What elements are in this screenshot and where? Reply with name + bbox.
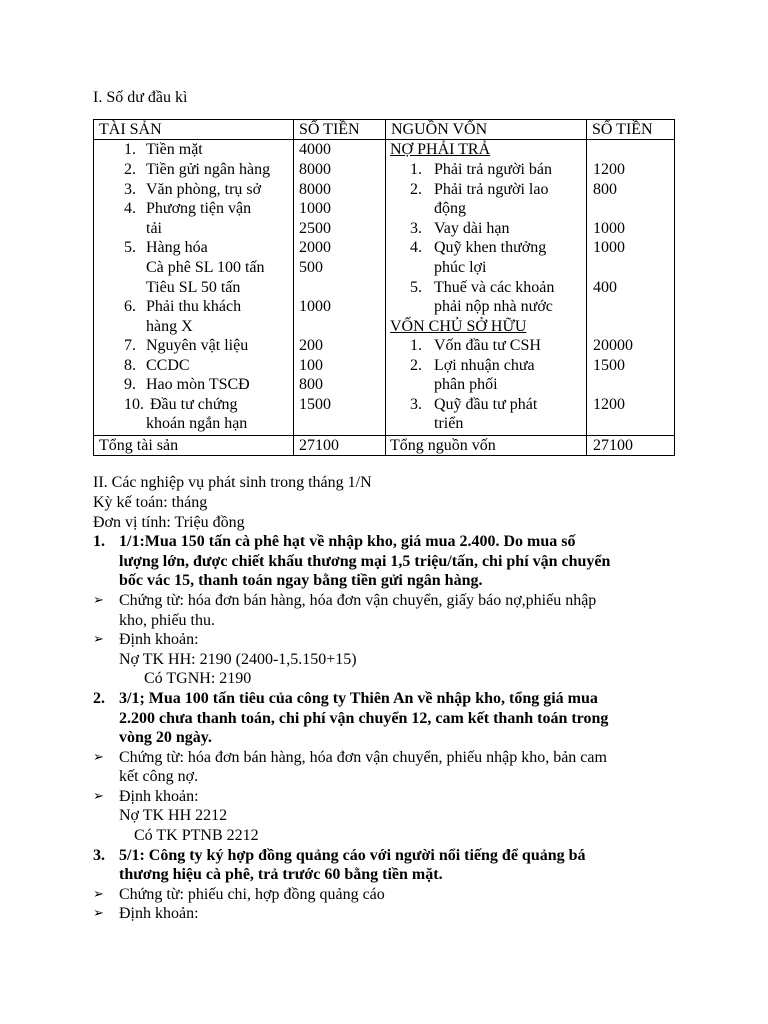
liability-num: 1. [410,161,422,178]
transaction-desc: lượng lớn, được chiết khấu thương mại 1,5 triệu/tấn, chi phí vận chuyển [119,553,611,570]
asset-num: 10. [124,396,144,413]
liability-label: động [434,200,466,217]
credit-entry: Có TGNH: 2190 [144,670,252,687]
liability-num: 3. [410,220,422,237]
transaction-desc: bốc vác 15, thanh toán ngay bằng tiền gửi ngân hàng. [119,572,483,589]
transaction-docs: Chứng từ: hóa đơn bán hàng, hóa đơn vận chuyển, giấy báo nợ,phiếu nhập [119,592,597,609]
asset-num: 1. [124,141,136,158]
arrow-bullet-icon: ➢ [93,632,104,647]
asset-num: 6. [124,298,136,315]
liability-label: Phải trả người lao [434,181,549,198]
total-assets-amount: 27100 [299,437,339,454]
transaction-docs: Chứng từ: hóa đơn bán hàng, hóa đơn vận chuyển, phiếu nhập kho, bản cam [119,749,607,766]
equity-amount: 20000 [593,337,633,354]
equity-label: Quỹ đầu tư phát [434,396,538,413]
equity-label: Vốn đầu tư CSH [434,337,541,354]
liability-label: phúc lợi [434,259,487,276]
asset-label: hàng X [146,318,193,335]
table-header-row [94,120,675,140]
liability-label: Thuế và các khoản [434,279,555,296]
total-assets-label: Tổng tài sản [99,437,179,454]
asset-label: Cà phê SL 100 tấn [146,259,265,276]
entry-label: Định khoản: [119,631,199,648]
liabilities-heading: NỢ PHẢI TRẢ [390,141,491,158]
equity-amount: 1500 [593,357,625,374]
transaction-docs: kết công nợ. [119,768,199,785]
liability-label: Quỹ khen thưởng [434,239,547,256]
asset-num: 8. [124,357,136,374]
accounting-period: Kỳ kế toán: tháng [93,494,208,511]
liability-label: phải nộp nhà nước [434,298,553,315]
equity-label: phân phối [434,376,498,393]
asset-num: 4. [124,200,136,217]
asset-amount: 4000 [299,141,331,158]
asset-amount: 200 [299,337,323,354]
equity-num: 2. [410,357,422,374]
arrow-bullet-icon: ➢ [93,593,104,608]
transaction-num: 2. [93,690,105,707]
entry-label: Định khoản: [119,905,199,922]
asset-amount: 1000 [299,298,331,315]
liability-label: Vay dài hạn [434,220,510,237]
asset-amount: 1000 [299,200,331,217]
liability-num: 2. [410,181,422,198]
transaction-num: 1. [93,533,105,550]
liability-num: 5. [410,279,422,296]
debit-entry: Nợ TK HH: 2190 (2400-1,5.150+15) [119,651,357,668]
liability-amount: 800 [593,181,617,198]
asset-label: Đầu tư chứng [150,396,238,413]
asset-amount: 1500 [299,396,331,413]
table-body-row [94,140,675,436]
table-total-row [94,436,675,456]
asset-label: Tiền mặt [146,141,203,158]
equity-heading: VỐN CHỦ SỞ HỮU [390,318,527,335]
equity-num: 3. [410,396,422,413]
arrow-bullet-icon: ➢ [93,789,104,804]
header-source-amount: SỐ TIỀN [592,121,653,138]
header-asset-amount: SỐ TIỀN [299,121,360,138]
liability-amount: 1200 [593,161,625,178]
asset-amount: 500 [299,259,323,276]
equity-label: Lợi nhuận chưa [434,357,535,374]
transaction-desc: 5/1: Công ty ký hợp đồng quảng cáo với người nổi tiếng để quảng bá [119,847,586,864]
equity-num: 1. [410,337,422,354]
asset-num: 3. [124,181,136,198]
arrow-bullet-icon: ➢ [93,906,104,921]
asset-label: Phải thu khách [146,298,242,315]
asset-label: Văn phòng, trụ sở [146,181,262,198]
asset-amount: 8000 [299,181,331,198]
transaction-desc: thương hiệu cà phê, trả trước 60 bằng tiền mặt. [119,866,443,883]
liability-label: Phải trả người bán [434,161,552,178]
asset-num: 7. [124,337,136,354]
section1-title: I. Số dư đầu kì [93,89,188,106]
transaction-desc: vòng 20 ngày. [119,729,212,746]
asset-label: Hàng hóa [146,239,208,256]
section2-title: II. Các nghiệp vụ phát sinh trong tháng 1/N [93,474,372,491]
asset-amount: 100 [299,357,323,374]
asset-num: 5. [124,239,136,256]
asset-label: khoán ngắn hạn [146,415,248,432]
transaction-num: 3. [93,847,105,864]
asset-label: tải [146,220,162,237]
asset-label: Tiêu SL 50 tấn [146,279,241,296]
arrow-bullet-icon: ➢ [93,887,104,902]
asset-label: CCDC [146,357,190,374]
asset-label: Phương tiện vận [146,200,252,217]
header-sources: NGUỒN VỐN [391,121,488,138]
transaction-docs: kho, phiếu thu. [119,612,215,629]
transaction-desc: 2.200 chưa thanh toán, chi phí vận chuyển 12, cam kết thanh toán trong [119,710,609,727]
asset-label: Tiền gửi ngân hàng [146,161,271,178]
liability-amount: 1000 [593,239,625,256]
asset-amount: 8000 [299,161,331,178]
asset-amount: 800 [299,376,323,393]
liability-amount: 1000 [593,220,625,237]
asset-label: Hao mòn TSCĐ [146,376,250,393]
debit-entry: Nợ TK HH 2212 [119,807,228,824]
credit-entry: Có TK PTNB 2212 [134,827,259,844]
transaction-desc: 3/1; Mua 100 tấn tiêu của công ty Thiên An về nhập kho, tổng giá mua [119,690,598,707]
opening-balance-table [93,119,675,456]
total-sources-label: Tổng nguồn vốn [390,437,496,454]
currency-unit: Đơn vị tính: Triệu đồng [93,514,245,531]
equity-amount: 1200 [593,396,625,413]
equity-label: triển [434,415,464,432]
liability-amount: 400 [593,279,617,296]
transaction-docs: Chứng từ: phiếu chi, hợp đồng quảng cáo [119,886,385,903]
asset-num: 9. [124,376,136,393]
liability-num: 4. [410,239,422,256]
asset-amount: 2000 [299,239,331,256]
asset-label: Nguyên vật liệu [146,337,249,354]
transaction-desc: 1/1:Mua 150 tấn cà phê hạt về nhập kho, giá mua 2.400. Do mua số [119,533,576,550]
asset-amount: 2500 [299,220,331,237]
header-assets: TÀI SẢN [99,121,162,138]
asset-num: 2. [124,161,136,178]
entry-label: Định khoản: [119,788,199,805]
arrow-bullet-icon: ➢ [93,750,104,765]
total-sources-amount: 27100 [593,437,633,454]
